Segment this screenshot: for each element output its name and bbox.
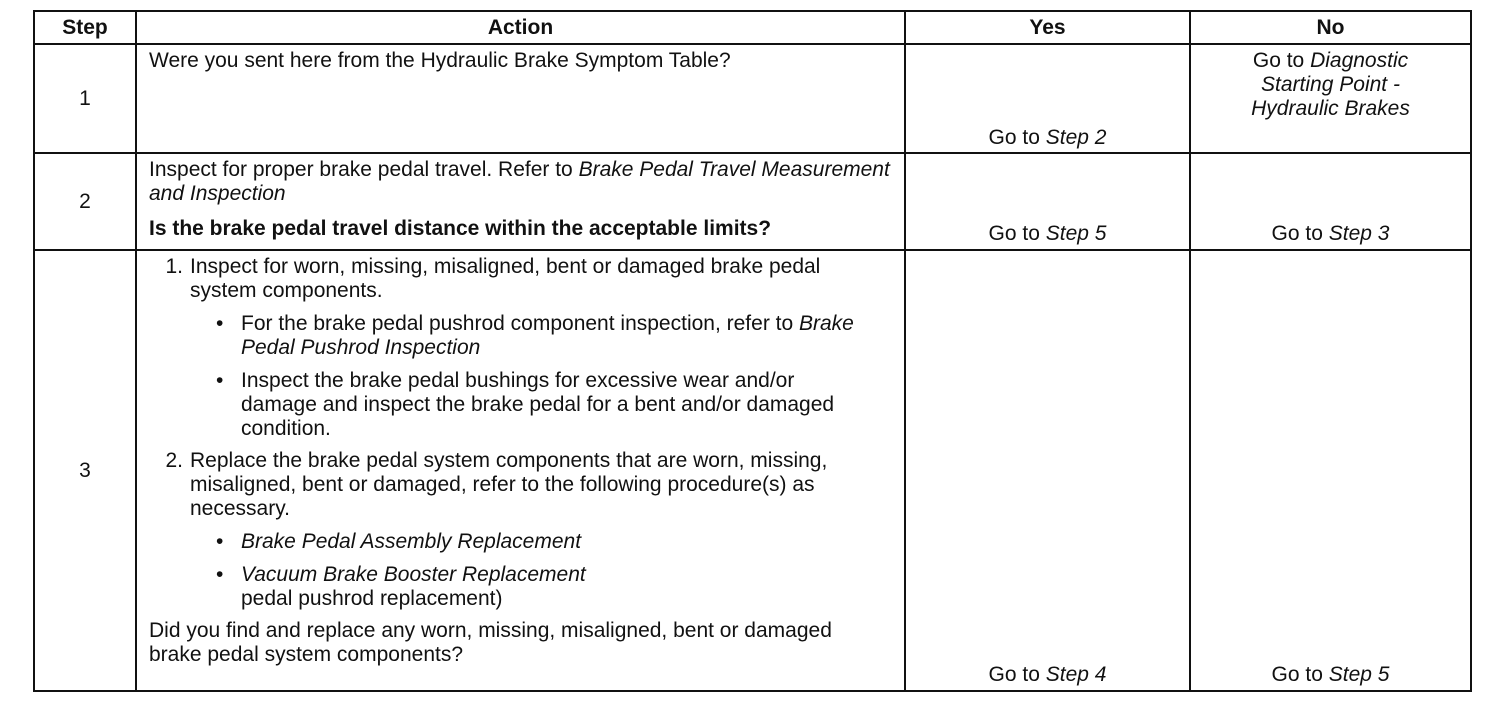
action-question: Did you find and replace any worn, missing, misaligned, bent or damaged brake pedal system components? bbox=[149, 619, 832, 666]
action-reference-link[interactable]: Brake Pedal Travel Measurement and Inspection bbox=[149, 158, 890, 205]
yes-step-link[interactable]: Step 5 bbox=[1045, 222, 1107, 245]
action-cell bbox=[136, 250, 905, 691]
bullet-item-4 bbox=[149, 563, 894, 587]
no-step-link[interactable]: Step 3 bbox=[1328, 222, 1390, 245]
bullet-icon: • bbox=[216, 563, 224, 586]
header-yes: Yes bbox=[905, 11, 1190, 44]
no-link-line-2[interactable]: Starting Point - bbox=[1261, 73, 1400, 96]
yes-step-link[interactable]: Step 2 bbox=[1045, 126, 1107, 149]
action-question: Is the brake pedal travel distance within the acceptable limits? bbox=[149, 217, 772, 240]
bullet-reference-link[interactable]: Vacuum Brake Booster Replacement bbox=[241, 563, 586, 586]
table-row-3 bbox=[34, 250, 1471, 691]
header-action: Action bbox=[136, 11, 905, 44]
action-text: Were you sent here from the Hydraulic Brake Symptom Table? bbox=[149, 49, 731, 72]
numbered-item-1 bbox=[149, 255, 894, 303]
no-cell bbox=[1190, 250, 1471, 691]
yes-cell bbox=[905, 153, 1190, 250]
item-number: 2. bbox=[165, 449, 183, 472]
bullet-text-prefix: For the brake pedal pushrod component inspection, refer to bbox=[241, 312, 799, 335]
bullet-item-1 bbox=[149, 312, 894, 360]
bullet-reference-link[interactable]: Brake Pedal Assembly Replacement bbox=[241, 530, 582, 553]
bullet-icon: • bbox=[216, 530, 224, 553]
no-step-link[interactable]: Step 5 bbox=[1328, 663, 1390, 686]
step-number: 1 bbox=[34, 44, 136, 153]
bullet-item-2 bbox=[149, 369, 894, 441]
yes-cell bbox=[905, 250, 1190, 691]
header-no: No bbox=[1190, 11, 1471, 44]
bullet-tail-text: pedal pushrod replacement) bbox=[241, 587, 503, 610]
bullet-text bbox=[241, 312, 894, 360]
action-cell bbox=[136, 153, 905, 250]
action-text-prefix: Inspect for proper brake pedal travel. Refer to bbox=[149, 158, 579, 181]
bullet-reference-link[interactable]: Brake Pedal Pushrod Inspection bbox=[241, 312, 854, 359]
no-prefix: Go to bbox=[1252, 49, 1311, 72]
item-number: 1. bbox=[165, 255, 183, 278]
numbered-item-2 bbox=[149, 449, 894, 521]
step-number: 2 bbox=[34, 153, 136, 250]
no-link-line-3[interactable]: Hydraulic Brakes bbox=[1251, 97, 1410, 120]
table-row-2 bbox=[34, 153, 1471, 250]
yes-cell bbox=[905, 44, 1190, 153]
yes-step-link[interactable]: Step 4 bbox=[1045, 663, 1107, 686]
yes-prefix: Go to bbox=[988, 222, 1046, 245]
yes-prefix: Go to bbox=[988, 663, 1046, 686]
step-number: 3 bbox=[34, 250, 136, 691]
table-row-1 bbox=[34, 44, 1471, 153]
item-text: Replace the brake pedal system components that are worn, missing, misaligned, bent or damaged, refer to the following procedure(s) as necessary. bbox=[190, 449, 828, 520]
bullet-icon: • bbox=[216, 369, 224, 392]
yes-prefix: Go to bbox=[988, 126, 1046, 149]
action-text bbox=[149, 158, 894, 206]
header-row bbox=[34, 11, 1471, 44]
header-step: Step bbox=[34, 11, 136, 44]
no-cell bbox=[1190, 153, 1471, 250]
no-prefix: Go to bbox=[1271, 222, 1329, 245]
no-prefix: Go to bbox=[1271, 663, 1329, 686]
no-link-line-1[interactable]: Diagnostic bbox=[1310, 49, 1409, 72]
action-cell bbox=[136, 44, 905, 153]
bullet-item-3 bbox=[149, 530, 894, 554]
no-cell bbox=[1190, 44, 1471, 153]
bullet-text: Inspect the brake pedal bushings for excessive wear and/or damage and inspect the brake pedal for a bent and/or damaged condition. bbox=[241, 369, 835, 440]
bullet-icon: • bbox=[216, 312, 224, 335]
item-text: Inspect for worn, missing, misaligned, bent or damaged brake pedal system components. bbox=[190, 255, 821, 302]
diagnostic-table bbox=[33, 10, 1472, 692]
